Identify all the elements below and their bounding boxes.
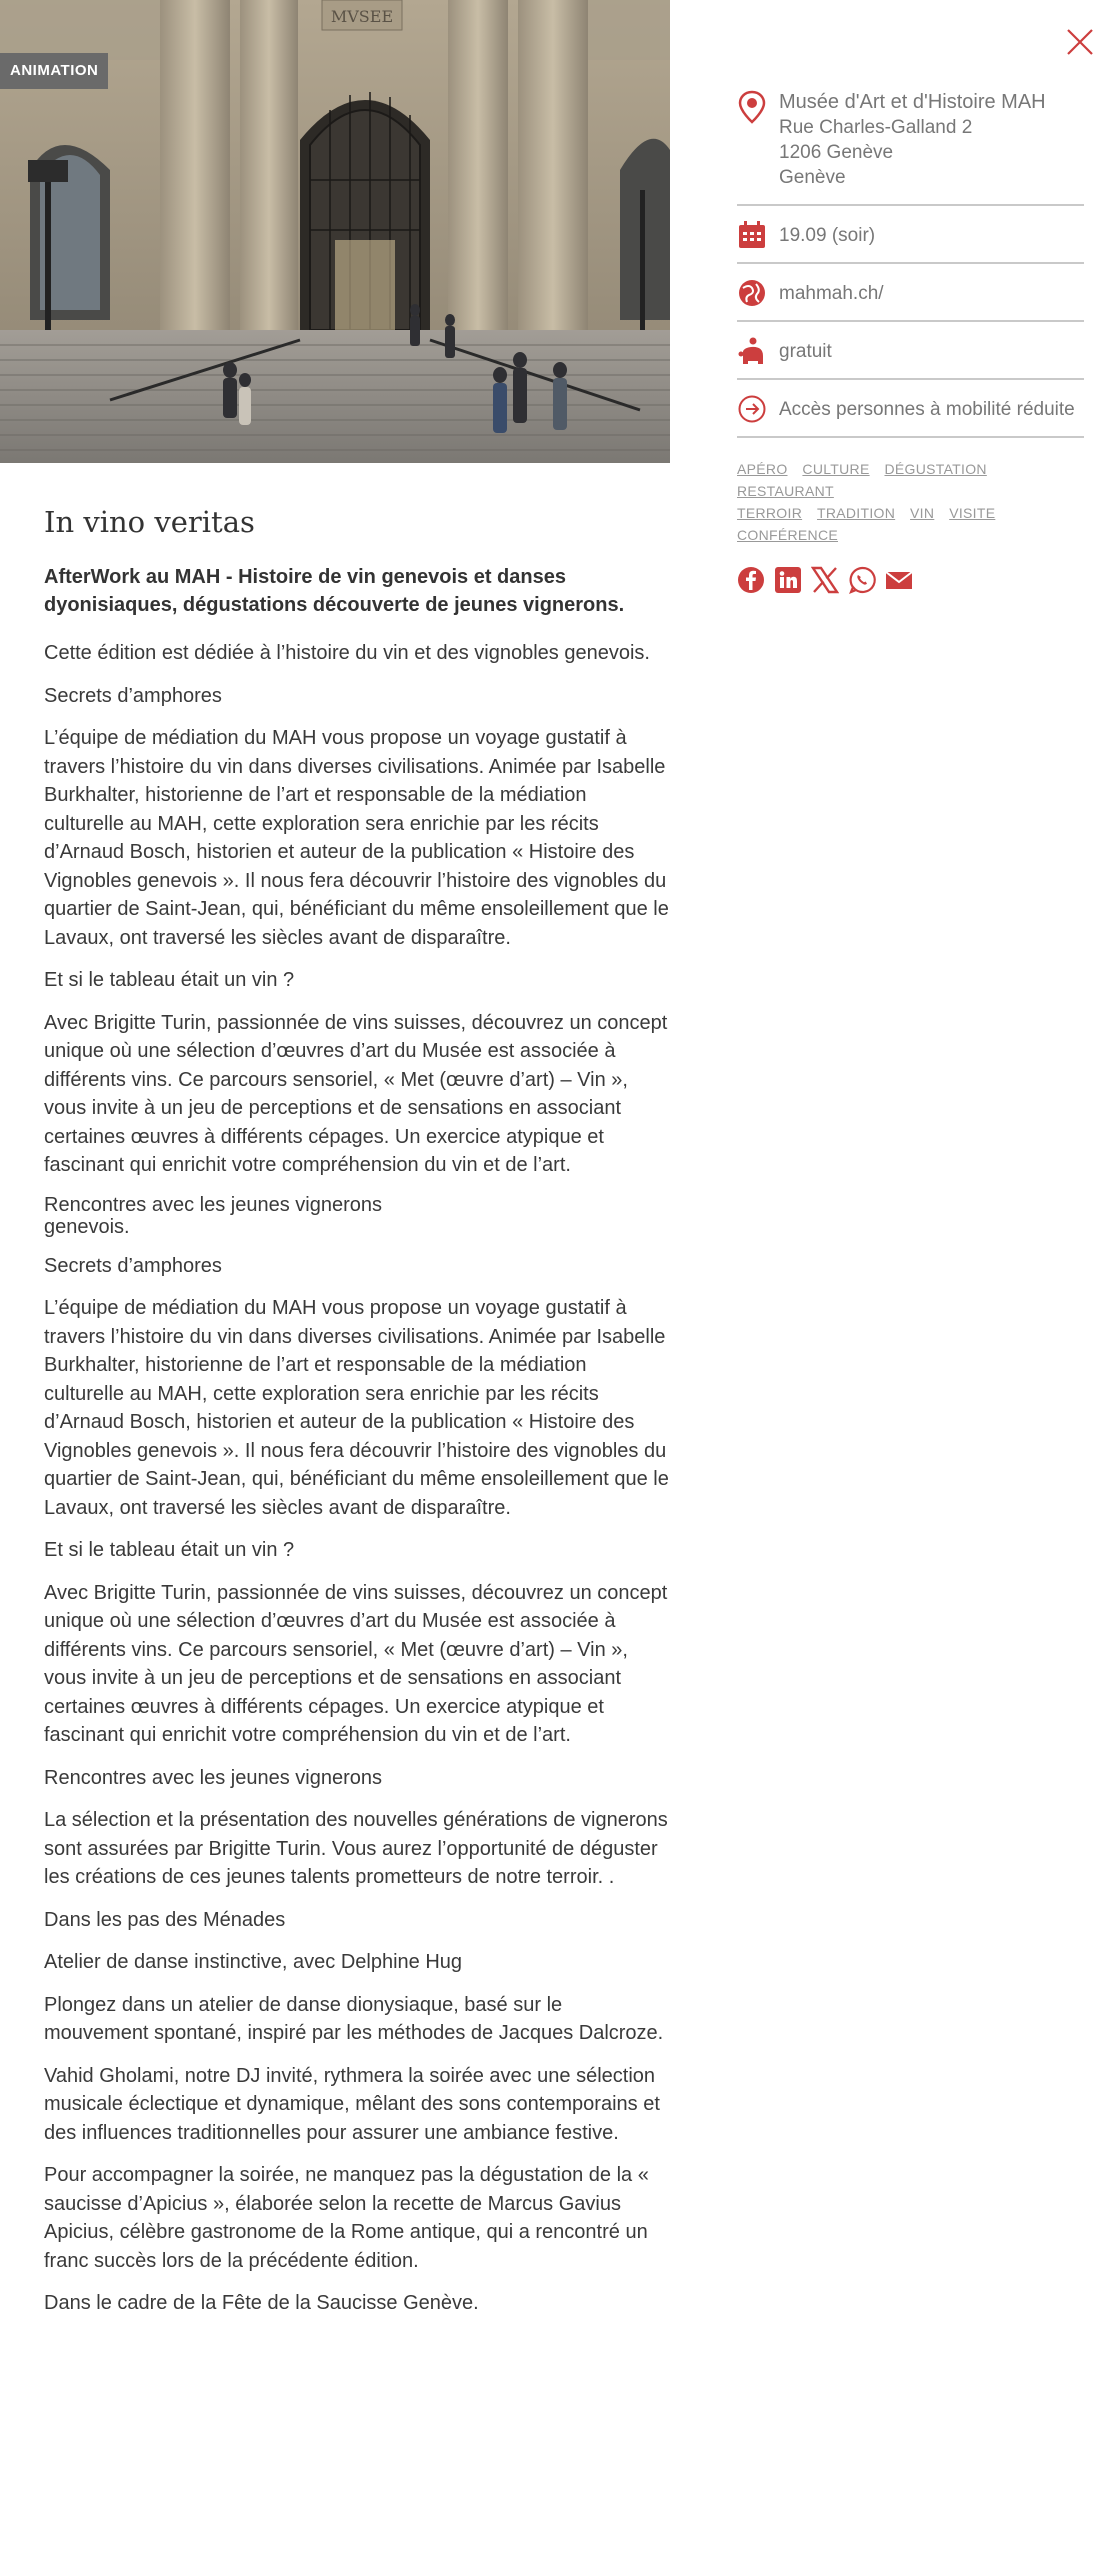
article-paragraph: Avec Brigitte Turin, passionnée de vins suisses, découvrez un concept unique où une sélection d’œuvres d’art du Musée est associée à différents vins. Ce parcours sensoriel, « Met (œuvre d’art) – Vin », vous invite à un jeu de perceptions et de sensations en associant certaines œuvres à différents cépages. Un exercice atypique et fascinant qui enrichit votre compréhension du vin et de l’art. xyxy=(44,1011,668,1176)
venue-address xyxy=(737,85,1084,206)
tag-row-1 xyxy=(737,458,1084,502)
map-pin-icon xyxy=(737,90,767,120)
calendar-icon xyxy=(737,220,767,250)
article-paragraph: Cette édition est dédiée à l’histoire du vin et des vignobles genevois. xyxy=(44,642,650,664)
article-paragraph: Plongez dans un atelier de danse dionysiaque, basé sur le mouvement spontané, inspiré par les méthodes de Jacques Dalcroze. xyxy=(44,1993,664,2044)
event-description xyxy=(44,505,670,2332)
facebook-share-button[interactable] xyxy=(737,566,765,594)
tag-link[interactable]: DÉGUSTATION xyxy=(884,461,987,477)
article-paragraph: Secrets d’amphores xyxy=(44,1254,222,1277)
whatsapp-icon xyxy=(848,566,876,594)
tag-link[interactable]: RESTAURANT xyxy=(737,483,834,499)
tag-list xyxy=(737,458,1084,546)
event-price xyxy=(737,322,1084,380)
whatsapp-share-button[interactable] xyxy=(848,566,876,594)
article-paragraph: L’équipe de médiation du MAH vous propose un voyage gustatif à travers l’histoire du vin dans diverses civilisations. Animée par Isabelle Burkhalter, historienne de l’art et responsable de la médiation culturelle au MAH, cette exploration sera enrichie par les récits d’Arnaud Bosch, historien et auteur de la publication « Histoire des Vignobles genevois ». Il nous fera découvrir l’histoire des vignobles du quartier de Saint-Jean, qui, bénéficiant du même ensoleillement que le Lavaux, ont traversé les siècles avant de disparaître. xyxy=(44,727,669,949)
hero-image xyxy=(0,0,670,463)
website-link[interactable]: mahmah.ch/ xyxy=(779,282,884,304)
arrow-circle-right-icon xyxy=(737,394,767,424)
article-paragraph: Vahid Gholami, notre DJ invité, rythmera la soirée avec une sélection musicale éclectique et dynamique, mêlant des sons contemporains et des influences traditionnelles pour assurer une ambiance festive. xyxy=(44,2064,660,2144)
event-title: In vino veritas xyxy=(44,505,255,539)
tag-link[interactable]: CONFÉRENCE xyxy=(737,527,839,543)
x-icon xyxy=(811,566,839,594)
article-paragraph: L’équipe de médiation du MAH vous propose un voyage gustatif à travers l’histoire du vin dans diverses civilisations. Animée par Isabelle Burkhalter, historienne de l’art et responsable de la médiation culturelle au MAH, cette exploration sera enrichie par les récits d’Arnaud Bosch, historien et auteur de la publication « Histoire des Vignobles genevois ». Il nous fera découvrir l’histoire des vignobles du quartier de Saint-Jean, qui, bénéficiant du même ensoleillement que le Lavaux, ont traversé les siècles avant de disparaître. xyxy=(44,1297,669,1519)
tag-link[interactable]: TRADITION xyxy=(817,505,896,521)
email-share-button[interactable] xyxy=(885,566,913,594)
tag-link[interactable]: CULTURE xyxy=(802,461,870,477)
tag-row-2 xyxy=(737,502,1084,546)
email-icon xyxy=(885,566,913,594)
article-paragraph: Atelier de danse instinctive, avec Delphine Hug xyxy=(44,1951,463,1973)
article-paragraph: Et si le tableau était un vin ? xyxy=(44,969,295,991)
event-accessibility xyxy=(737,380,1084,438)
article-paragraph: La sélection et la présentation des nouvelles générations de vignerons sont assurées par Brigitte Turin. Vous aurez l’opportunité de déguster les créations de ces jeunes talents prometteurs de notre terroir. . xyxy=(44,1809,668,1888)
article-paragraph: Avec Brigitte Turin, passionnée de vins suisses, découvrez un concept unique où une sélection d’œuvres d’art du Musée est associée à différents vins. Ce parcours sensoriel, « Met (œuvre d’art) – Vin », vous invite à un jeu de perceptions et de sensations en associant certaines œuvres à différents cépages. Un exercice atypique et fascinant qui enrichit votre compréhension du vin et de l’art. xyxy=(44,1581,668,1746)
article-paragraph: Rencontres avec les jeunes vignerons genevois. xyxy=(44,1193,382,1238)
price-text: gratuit xyxy=(779,340,832,362)
article-paragraph: Dans les pas des Ménades xyxy=(44,1908,286,1931)
article-paragraph: Et si le tableau était un vin ? xyxy=(44,1539,295,1561)
event-website[interactable] xyxy=(737,264,1084,322)
article-paragraph: Pour accompagner la soirée, ne manquez pas la dégustation de la « saucisse d’Apicius », élaborée selon la recette de Marcus Gavius Apicius, célèbre gastronome de la Rome antique, qui a rencontré un franc succès lors de la précédente édition. xyxy=(44,2164,649,2272)
tag-link[interactable]: APÉRO xyxy=(737,461,788,477)
venue-name: Musée d'Art et d'Histoire MAH xyxy=(779,91,1046,113)
linkedin-share-button[interactable] xyxy=(774,566,802,594)
tag-link[interactable]: VISITE xyxy=(949,505,996,521)
tag-link[interactable]: TERROIR xyxy=(737,505,803,521)
venue-region: Genève xyxy=(779,167,846,188)
article-paragraph: Dans le cadre de la Fête de la Saucisse Genève. xyxy=(44,2292,479,2314)
close-button[interactable] xyxy=(1060,22,1098,60)
event-date xyxy=(737,206,1084,264)
event-info-sidebar xyxy=(737,85,1084,594)
accessibility-text: Accès personnes à mobilité réduite xyxy=(779,398,1075,420)
svg-text:MVSEE: MVSEE xyxy=(330,7,394,26)
article-body xyxy=(44,639,670,2318)
event-date-text: 19.09 (soir) xyxy=(779,224,876,246)
linkedin-icon xyxy=(774,566,802,594)
tag-link[interactable]: VIN xyxy=(910,505,935,521)
share-buttons xyxy=(737,566,1084,594)
venue-street: Rue Charles-Galland 2 xyxy=(779,117,973,138)
facebook-icon xyxy=(737,566,765,594)
close-icon xyxy=(1060,22,1098,60)
article-paragraph: Secrets d’amphores xyxy=(44,684,222,707)
article-paragraph: Rencontres avec les jeunes vignerons xyxy=(44,1766,382,1789)
category-badge: ANIMATION xyxy=(0,53,108,89)
venue-city: 1206 Genève xyxy=(779,142,894,163)
piggy-bank-icon xyxy=(737,336,767,366)
globe-icon xyxy=(737,278,767,308)
event-lead: AfterWork au MAH - Histoire de vin genevois et danses dyonisiaques, dégustations découverte de jeunes vignerons. xyxy=(44,566,625,616)
x-share-button[interactable] xyxy=(811,566,839,594)
